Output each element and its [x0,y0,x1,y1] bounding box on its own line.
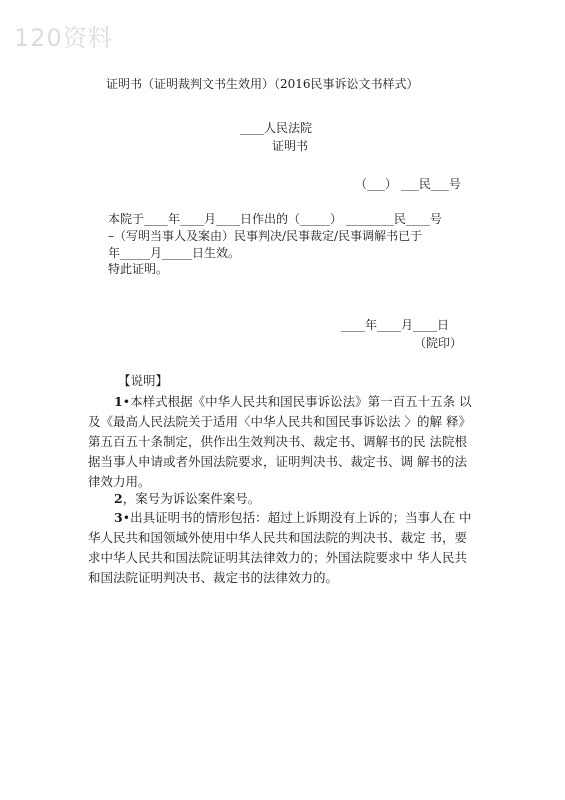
note-line [88,392,478,412]
note-line: 求中华人民共和国法院证明其法律效力的；外国法院要求中 华人民共 [88,550,467,565]
date-line: ____年____月____日 [341,318,450,332]
document-header-title: 证明书（证明裁判文书生效用）（2016民事诉讼文书样式） [106,77,419,91]
note-item-3 [88,508,478,588]
note-line: 律效力用。 [88,474,151,489]
note-line: 华人民共和国领域外使用中华人民共和国法院的判决书、裁定 书，要 [88,530,467,545]
note-line [88,489,478,509]
body-line-4: 特此证明。 [108,262,169,276]
case-number: （___） ___民___号 [355,177,461,191]
note-number: 1 [114,394,123,409]
body-line-1: 本院于____年____月____日作出的（_____） ________民____号 [108,212,442,226]
note-line: 和国法院证明判决书、裁定书的法律效力的。 [88,570,339,585]
note-item-1 [88,392,478,492]
notes-heading: 【说明】 [118,373,169,388]
court-name-line: ____人民法院 [240,121,313,135]
note-line: 据当事人申请或者外国法院要求，证明判决书、裁定书、调 解书的法 [88,454,467,469]
note-line: 第五百五十条制定，供作出生效判决书、裁定书、调解书的民 法院根 [88,434,467,449]
note-line [88,508,478,528]
note-item-2 [88,489,478,509]
body-line-2: –（写明当事人及案由）民事判决/民事裁定/民事调解书已于 [108,229,423,243]
court-seal-label: （院印） [414,336,463,350]
watermark: 120资料 [14,24,113,52]
note-text: ，案号为诉讼案件案号。 [122,491,261,506]
document-title: 证明书 [272,139,309,153]
note-text: •本样式根据《中华人民共和国民事诉讼法》第一百五十五条 以 [122,394,472,409]
body-line-3: 年_____月_____日生效。 [108,246,241,260]
note-number: 2 [114,491,123,506]
note-line: 及《最高人民法院关于适用〈中华人民共和国民事诉讼法 〉的解 释》 [88,414,471,429]
note-number: 3 [114,510,123,525]
note-text: •出具证明书的情形包括：超过上诉期没有上诉的；当事人在 中 [122,510,472,525]
